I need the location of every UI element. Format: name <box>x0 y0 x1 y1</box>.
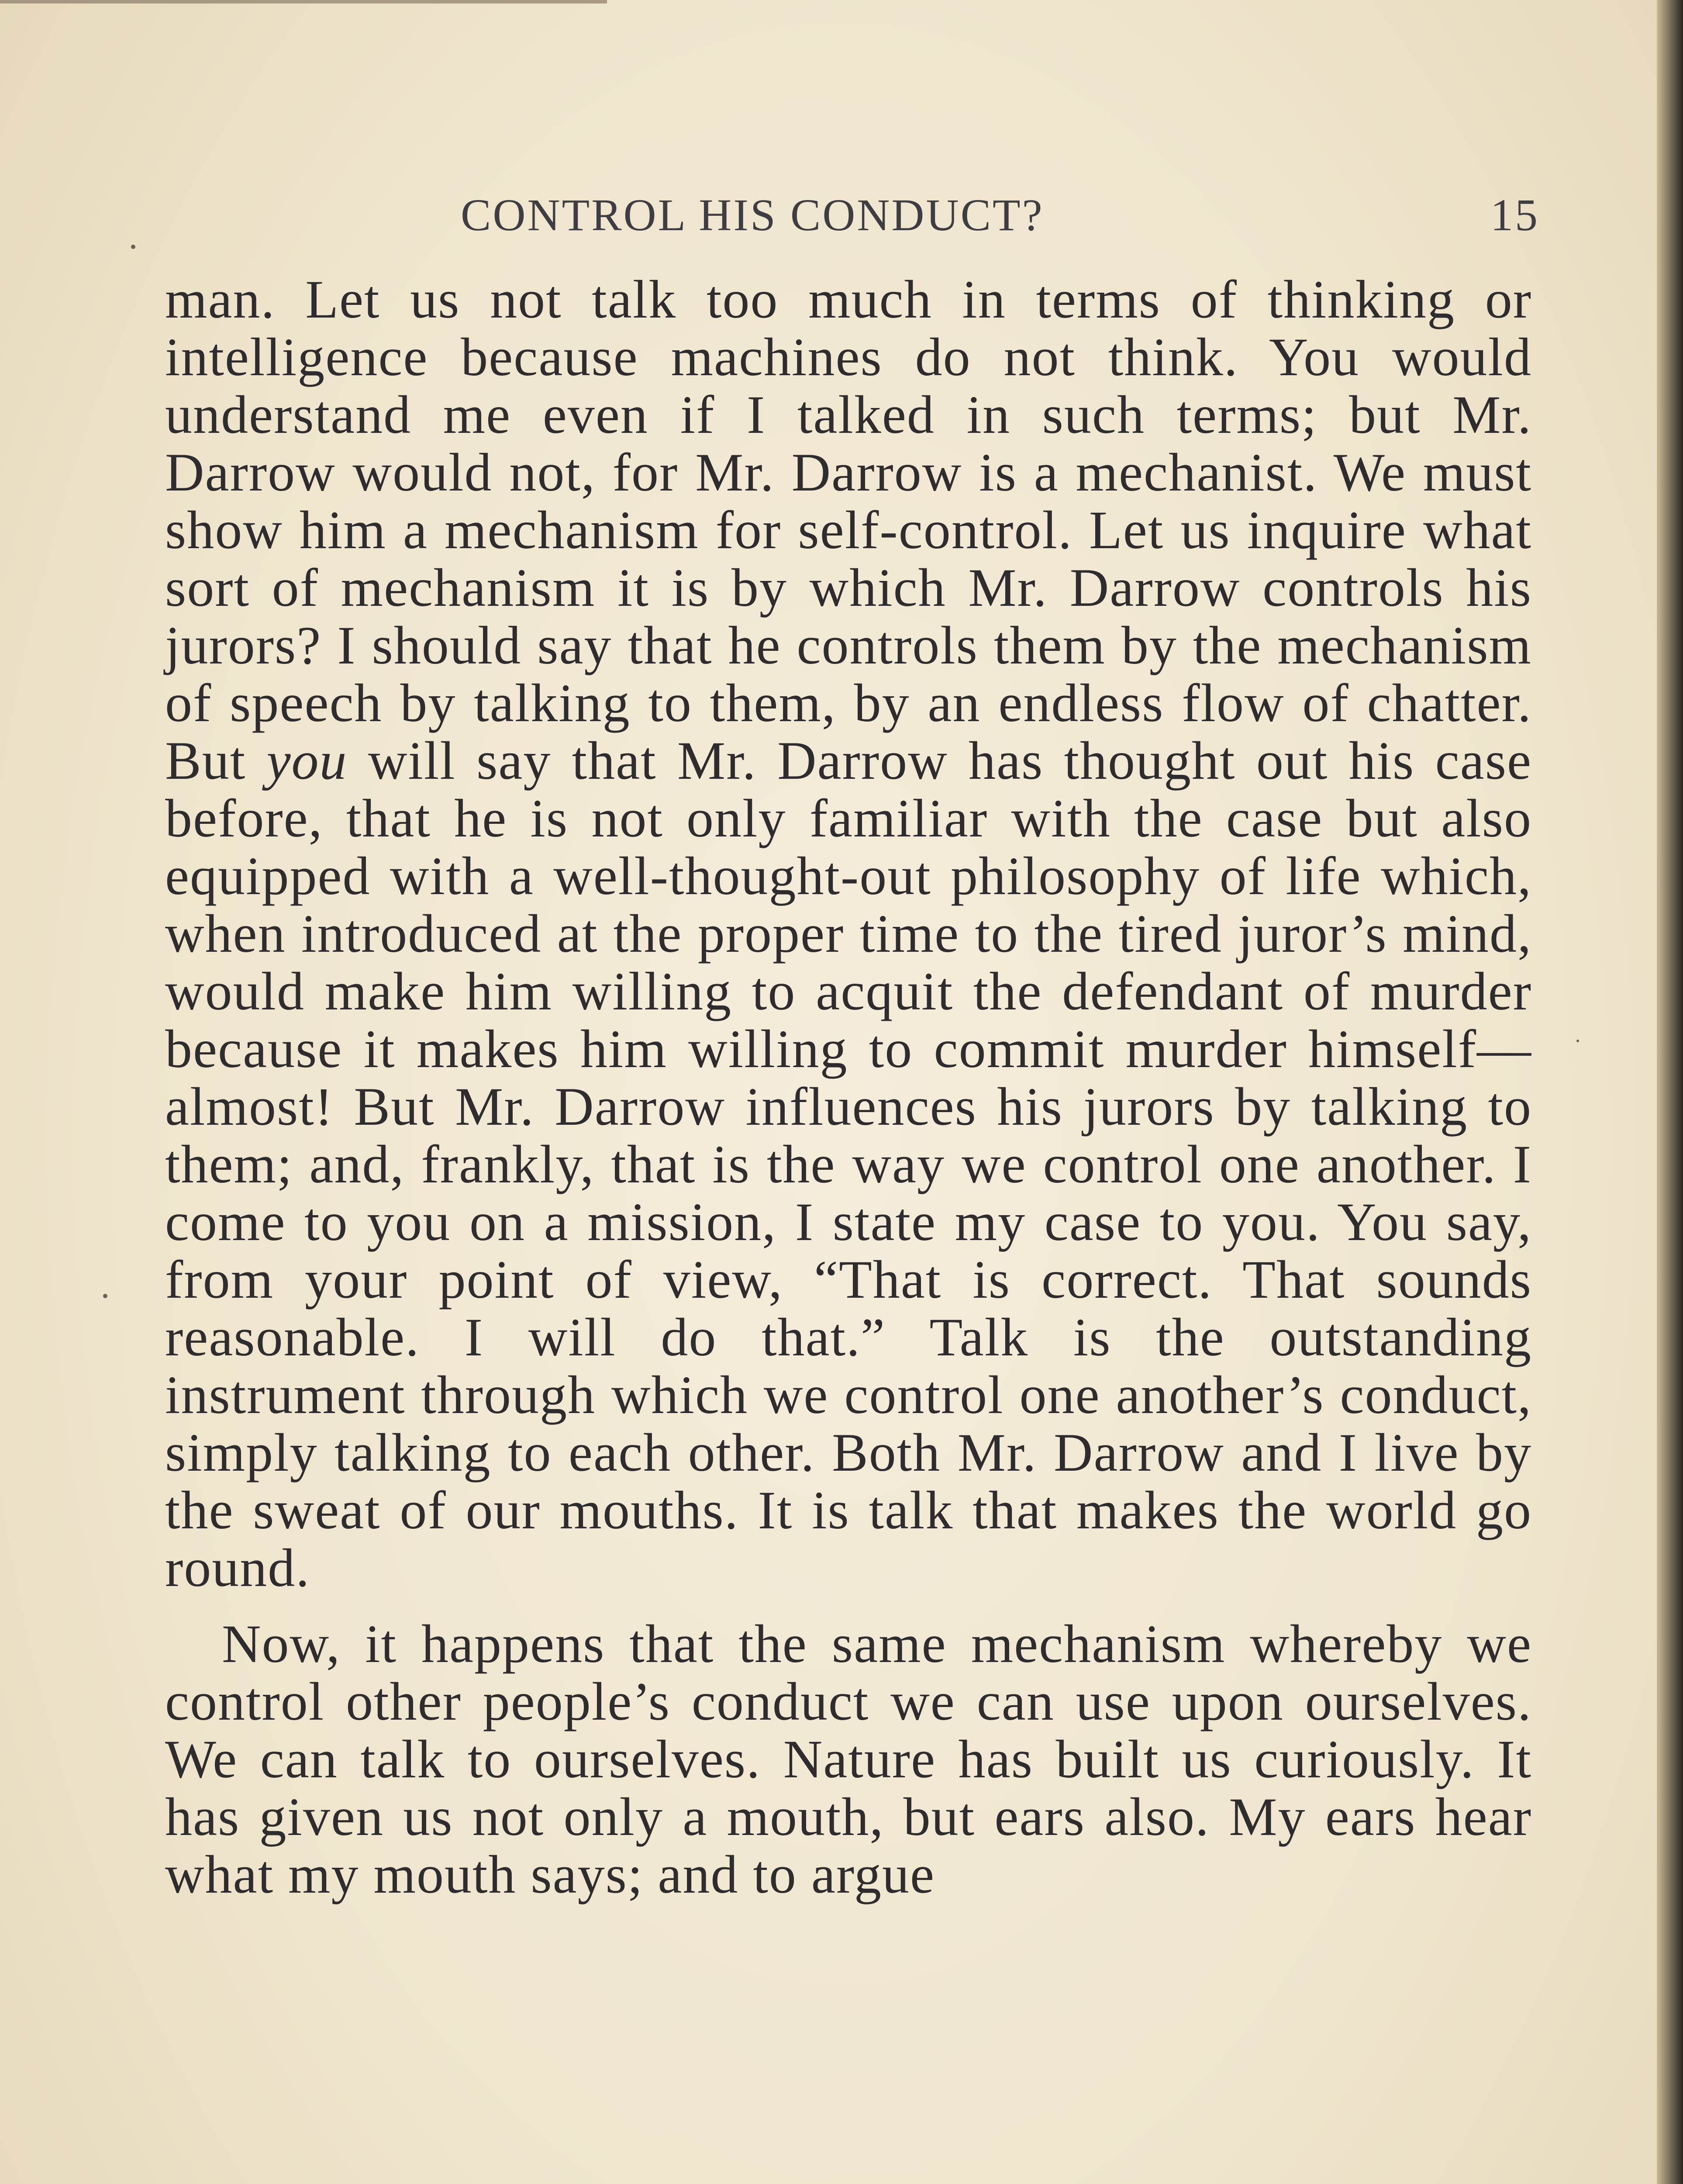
paragraph-1-text-a: man. Let us not talk too much in terms of thinking or intelligence because machines do not think. You would understand me even if I talked in such terms; but Mr. Darrow would not, for Mr. Darrow is a mechanist. We must show him a mechanism for self-control. Let us inquire what sort of mechanism it is by which Mr. Darrow controls his jurors? I should say that he controls them by the mechanism of speech by talking to them, by an endless flow of chatter. But <box>165 270 1532 791</box>
page-edge-shadow <box>1657 0 1683 2184</box>
paragraph-1 <box>165 271 1532 1597</box>
running-head: CONTROL HIS CONDUCT? <box>461 190 1044 240</box>
paragraph-1-text-b: will say that Mr. Darrow has thought out his case before, that he is not only familiar with the case but also equipped with a well-thought-out philosophy of life which, when introduced at the proper time to the tired juror’s mind, would make him willing to acquit the defendant of murder because it makes him willing to commit murder himself—almost! But Mr. Darrow influences his jurors by talking to them; and, frankly, that is the way we control one another. I come to you on a mission, I state my case to you. You say, from your point of view, “That is correct. That sounds reasonable. I will do that.” Talk is the outstanding instrument through which we control one another’s conduct, simply talking to each other. Both Mr. Darrow and I live by the sweat of our mouths. It is talk that makes the world go round. <box>165 731 1532 1598</box>
page-header <box>461 177 1539 251</box>
top-edge-rule <box>0 0 607 3</box>
body-text <box>165 271 1532 1904</box>
page-number: 15 <box>1490 190 1539 240</box>
paragraph-2 <box>165 1615 1532 1904</box>
paragraph-2-text: Now, it happens that the same mechanism whereby we control other people’s conduct we can use upon ourselves. We can talk to ourselves. Nature has built us curiously. It has given us not only a mouth, but ears also. My ears hear what my mouth says; and to argue <box>165 1614 1532 1904</box>
print-speck <box>131 245 135 249</box>
print-speck <box>103 1294 107 1298</box>
print-speck <box>1576 1040 1579 1042</box>
paragraph-1-italic: you <box>266 731 348 791</box>
